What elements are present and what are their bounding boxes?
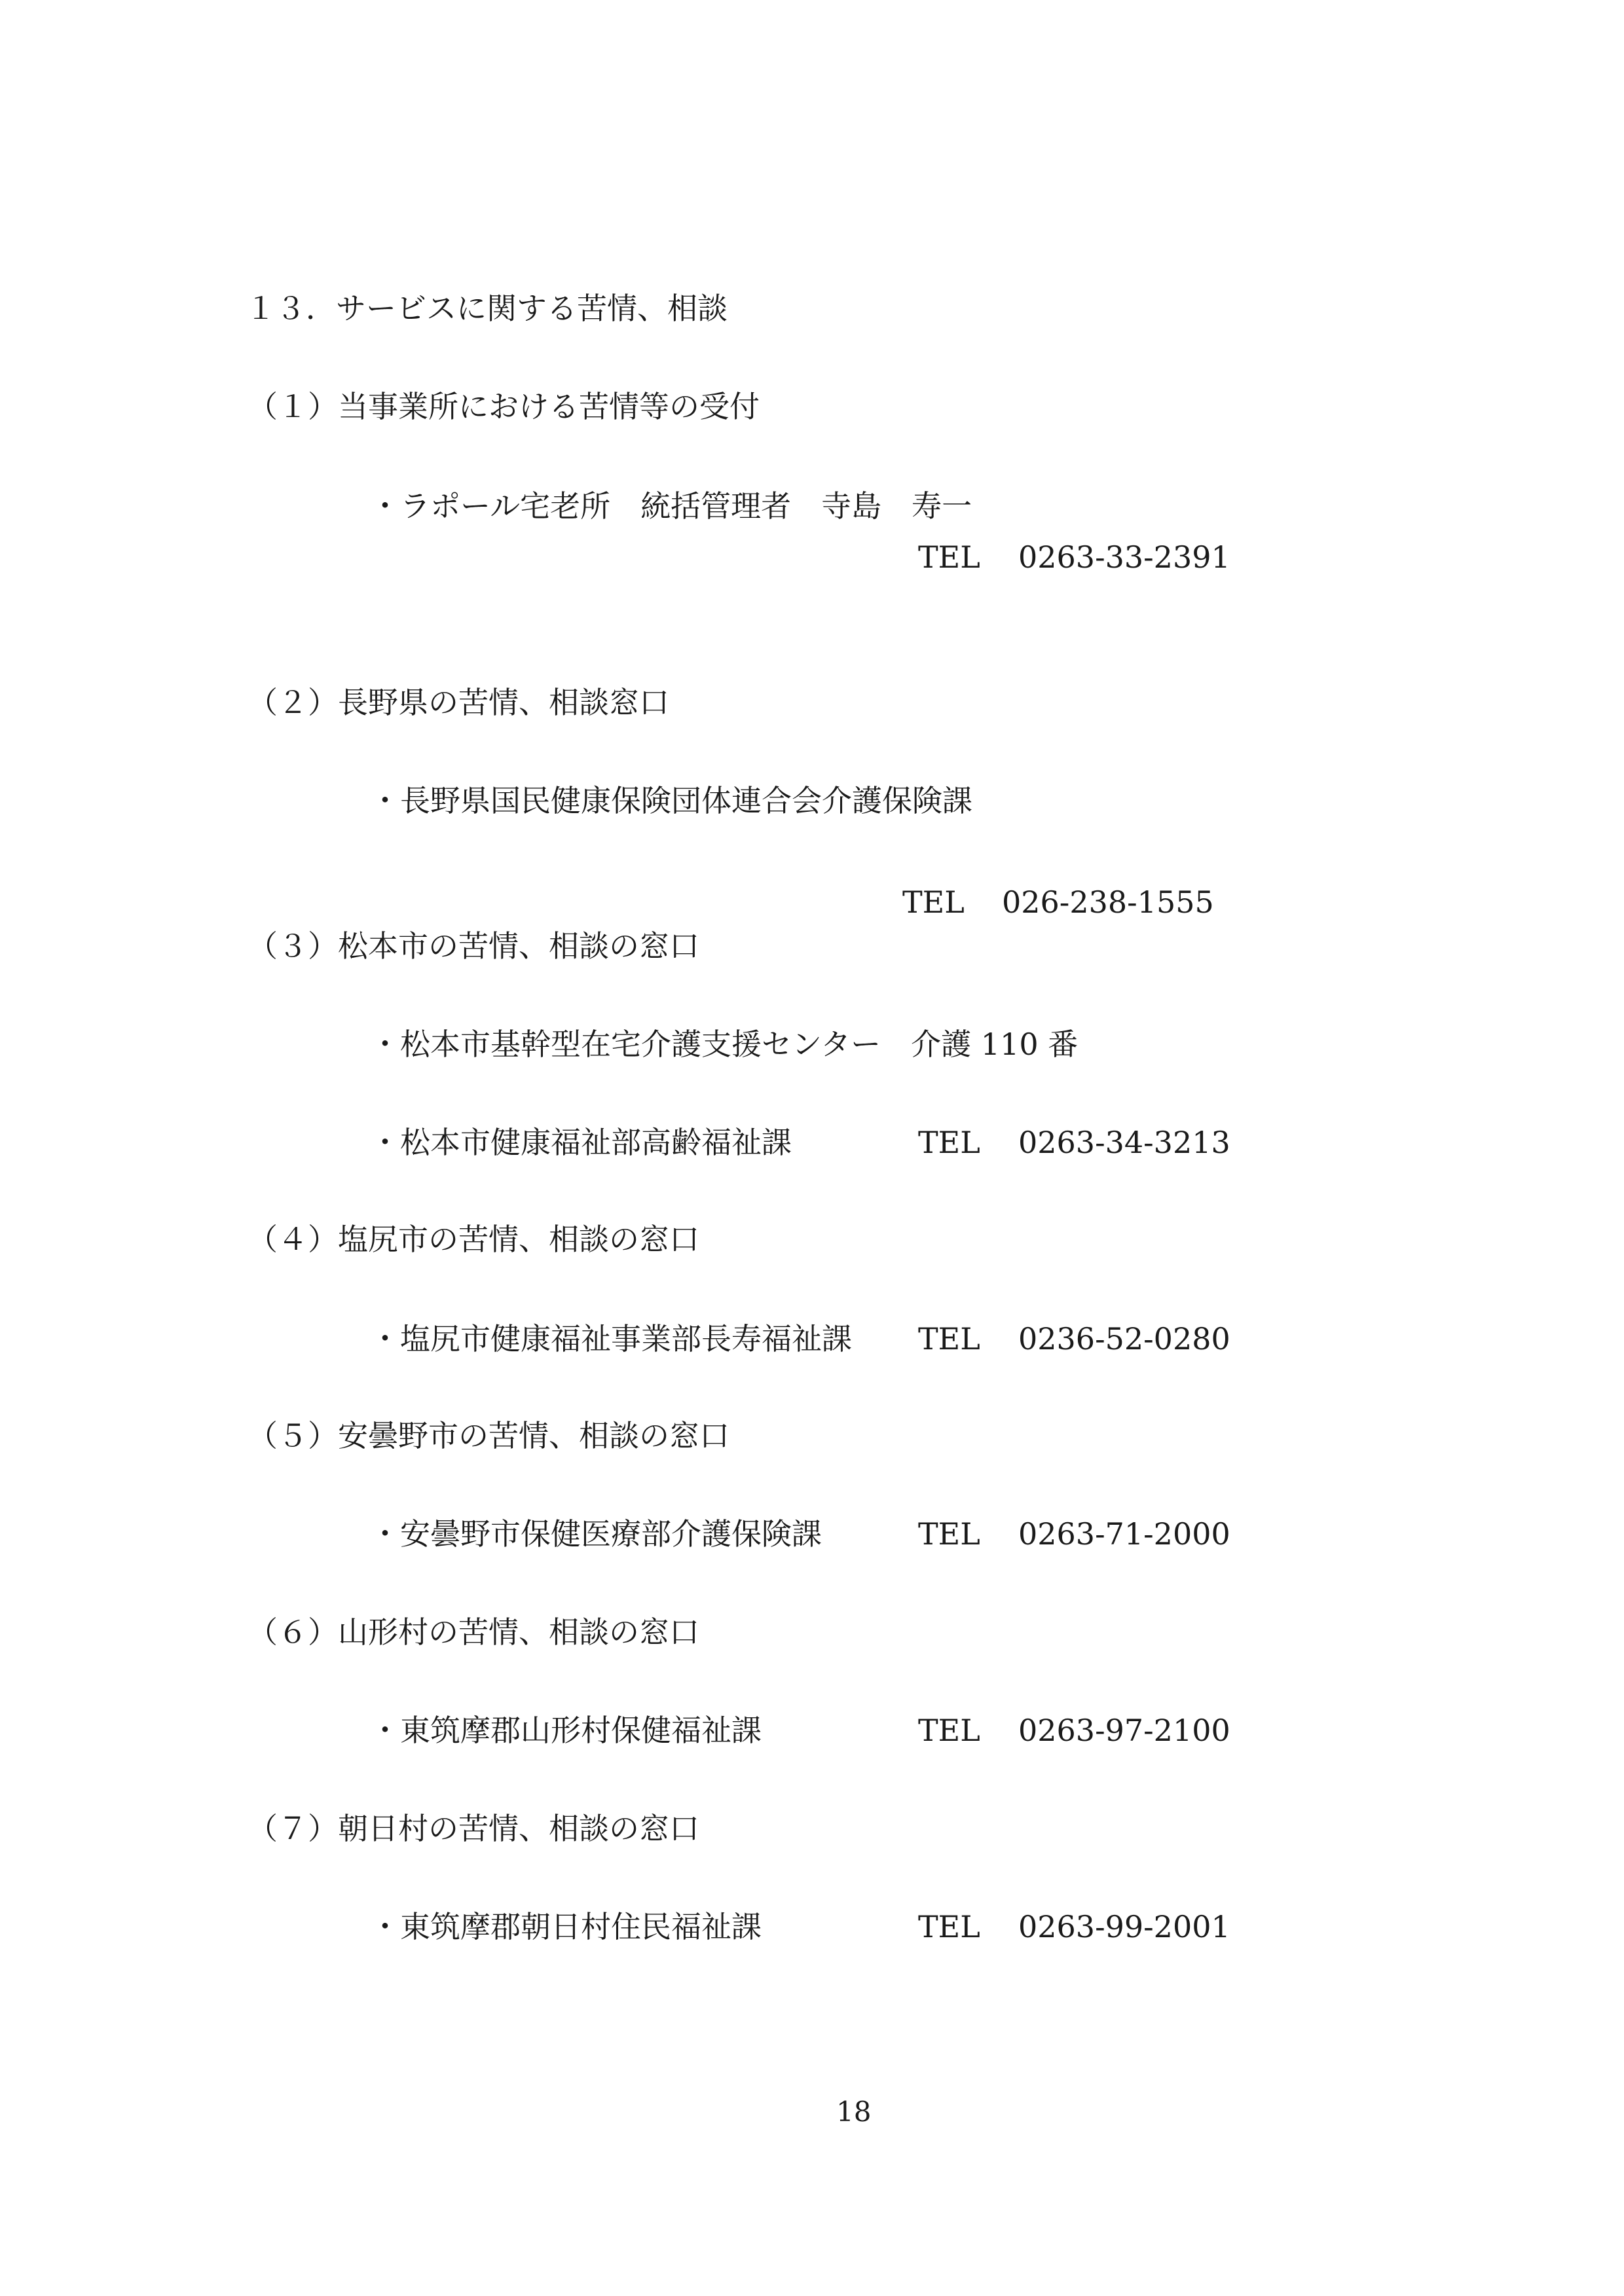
tel-label: TEL [902,884,965,920]
page-title: １３．サービスに関する苦情、相談 [246,291,728,326]
tel-number: 026-238-1555 [1002,884,1214,920]
tel-label: TEL [918,539,980,575]
tel-number: 0236-52-0280 [1018,1321,1230,1357]
section-heading: （５）安曇野市の苦情、相談の窓口 [248,1418,729,1453]
tel-number: 0263-99-2001 [1018,1909,1230,1944]
tel-number: 0263-33-2391 [1018,539,1230,575]
section-heading: （１）当事業所における苦情等の受付 [248,389,760,424]
tel-label: TEL [918,1321,980,1357]
page-number: 18 [836,2096,872,2128]
contact-name: ・塩尻市健康福祉事業部長寿福祉課 [370,1321,852,1357]
contact-name: ・東筑摩郡朝日村住民福祉課 [370,1909,762,1944]
section-heading: （７）朝日村の苦情、相談の窓口 [248,1811,699,1846]
tel-label: TEL [918,1713,980,1748]
contact-name: ・ラポール宅老所 統括管理者 寺島 寿一 [370,488,972,524]
contact-name: ・松本市健康福祉部高齢福祉課 [370,1125,792,1160]
section-heading: （４）塩尻市の苦情、相談の窓口 [248,1222,699,1257]
contact-name: ・長野県国民健康保険団体連合会介護保険課 [370,783,972,818]
tel-number: 0263-34-3213 [1018,1125,1230,1160]
section-heading: （３）松本市の苦情、相談の窓口 [248,928,699,964]
tel-label: TEL [918,1909,980,1944]
section-heading: （６）山形村の苦情、相談の窓口 [248,1614,699,1650]
tel-number: 0263-71-2000 [1018,1516,1230,1552]
tel-label: TEL [918,1516,980,1552]
contact-name: ・東筑摩郡山形村保健福祉課 [370,1713,762,1748]
contact-name: ・安曇野市保健医療部介護保険課 [370,1516,822,1552]
tel-number: 0263-97-2100 [1018,1713,1230,1748]
section-heading: （２）長野県の苦情、相談窓口 [248,685,669,720]
contact-name: ・松本市基幹型在宅介護支援センター 介護 110 番 [370,1027,1079,1062]
tel-label: TEL [918,1125,980,1160]
